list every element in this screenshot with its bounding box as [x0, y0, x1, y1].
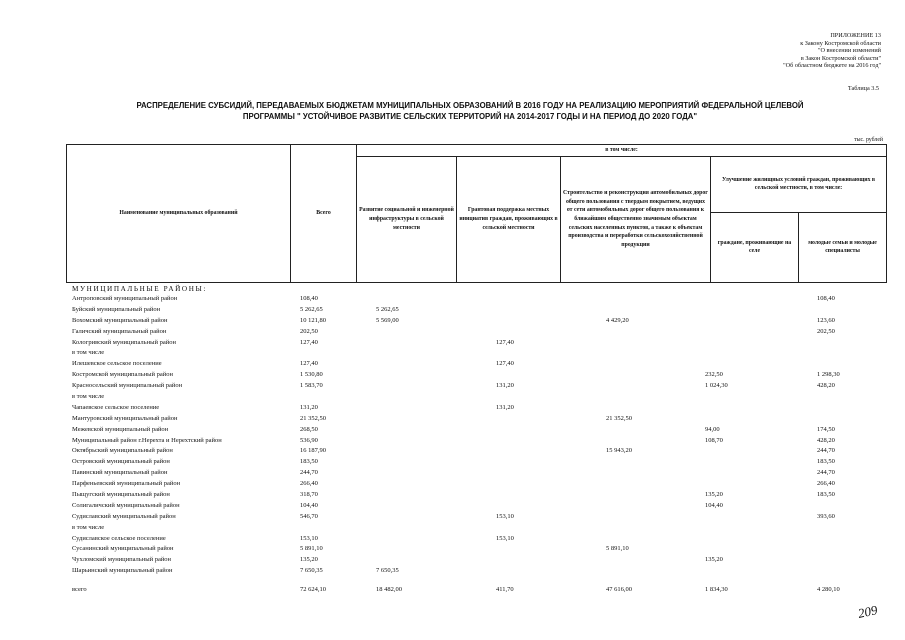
row-young: 174,50: [817, 425, 835, 433]
table-row: [72, 425, 882, 436]
row-total: 104,40: [300, 501, 318, 509]
row-young: 266,40: [817, 480, 835, 488]
table-row: [72, 436, 882, 447]
row-total: 21 352,50: [300, 414, 326, 422]
table-row: [72, 555, 882, 566]
row-total: 5 891,10: [300, 545, 323, 553]
row-young: 108,40: [817, 295, 835, 302]
total-name: всего: [72, 586, 87, 594]
row-name: Судиславское сельское поселение: [72, 534, 166, 542]
row-grant: 131,20: [496, 382, 514, 390]
row-name: Парфеньевский муниципальный район: [72, 480, 181, 488]
table-row: [72, 316, 882, 327]
header-housing: Улучшение жилищных условий граждан, проживающих в сельской местности, в том числе:: [711, 156, 887, 212]
row-name: Илешевское сельское поселение: [72, 360, 162, 368]
row-name: Буйский муниципальный район: [72, 305, 161, 313]
row-list: [72, 294, 882, 577]
row-young: 428,20: [817, 436, 835, 444]
appendix-line: "Об областном бюджете на 2016 год": [783, 62, 881, 70]
row-young: 428,20: [817, 382, 835, 390]
row-name: Сусанинский муниципальный район: [72, 545, 174, 553]
row-road: 5 891,10: [606, 545, 629, 553]
row-name: Октябрьский муниципальный район: [72, 447, 173, 455]
header-including: в том числе:: [357, 145, 887, 157]
row-young: 123,60: [817, 316, 835, 324]
row-name: в том числе: [72, 523, 105, 531]
row-total: 268,50: [300, 425, 318, 433]
row-name: в том числе: [72, 349, 105, 357]
row-road: 15 943,20: [606, 447, 632, 455]
row-young: 183,50: [817, 491, 835, 499]
row-young: 202,50: [817, 327, 835, 335]
row-name: Судиславский муниципальный район: [72, 512, 176, 520]
row-name: Красносельский муниципальный район: [72, 382, 183, 390]
row-citizens: 135,20: [705, 556, 723, 564]
header-grant: Грантовая поддержка местных инициатив граждан, проживающих в сельской местности: [457, 156, 561, 282]
table-row: [72, 501, 882, 512]
row-grant: 153,10: [496, 534, 514, 542]
row-name: Пыщугский муниципальный район: [72, 491, 170, 499]
row-total: 5 262,65: [300, 305, 323, 313]
table-row: [72, 457, 882, 468]
table-row: [72, 534, 882, 545]
table-row: [72, 294, 882, 305]
table-row: [72, 479, 882, 490]
row-name: Чухломский муниципальный район: [72, 556, 172, 564]
total-row: [72, 585, 882, 596]
header-citizens: граждане, проживающие на селе: [711, 212, 799, 282]
row-dev: 5 569,00: [376, 316, 399, 324]
row-young: 244,70: [817, 447, 835, 455]
row-name: Островский муниципальный район: [72, 458, 170, 466]
appendix-line: к Закону Костромской области: [800, 39, 881, 47]
row-name: Чапаевское сельское поселение: [72, 403, 160, 411]
row-total: 244,70: [300, 469, 318, 477]
row-name: Мантуровский муниципальный район: [72, 414, 178, 422]
header-name: Наименование муниципальных образований: [67, 145, 291, 283]
table-row: [72, 414, 882, 425]
header-young: молодые семьи и молодые специалисты: [799, 212, 887, 282]
row-dev: 5 262,65: [376, 305, 399, 313]
total-dev: 18 482,00: [376, 586, 402, 594]
row-total: 266,40: [300, 480, 318, 488]
row-total: 7 650,35: [300, 567, 323, 575]
row-total: 131,20: [300, 403, 318, 411]
table-row: [72, 403, 882, 414]
row-young: 244,70: [817, 469, 835, 477]
table-row: [72, 512, 882, 523]
header-dev: Развитие социальной и инженерной инфраструктуры в сельской местности: [357, 156, 457, 282]
table-body: [72, 284, 882, 596]
total-road: 47 616,00: [606, 586, 632, 594]
row-total: 318,70: [300, 491, 318, 499]
table-row: [72, 446, 882, 457]
page-number: 209: [856, 602, 879, 621]
row-road: 4 429,20: [606, 316, 629, 324]
row-citizens: 94,00: [705, 425, 720, 433]
row-citizens: 108,70: [705, 436, 723, 444]
row-name: в том числе: [72, 393, 105, 401]
row-total: 10 121,80: [300, 316, 326, 324]
table-row: [72, 544, 882, 555]
row-name: Межевской муниципальный район: [72, 425, 169, 433]
row-total: 16 187,90: [300, 447, 326, 455]
row-total: 127,40: [300, 360, 318, 368]
row-grant: 153,10: [496, 512, 514, 520]
row-dev: 7 650,35: [376, 567, 399, 575]
row-total: 1 583,70: [300, 382, 323, 390]
row-young: 1 298,30: [817, 371, 840, 379]
row-total: 135,20: [300, 556, 318, 564]
title-line: ПРОГРАММЫ " УСТОЙЧИВОЕ РАЗВИТИЕ СЕЛЬСКИХ ТЕРРИТОРИЙ НА 2014-2017 ГОДЫ И НА ПЕРИОД ДО 2020 ГОДА": [242, 111, 698, 121]
row-citizens: 135,20: [705, 491, 723, 499]
appendix-line: "О внесении изменений: [817, 47, 881, 55]
row-total: 127,40: [300, 338, 318, 346]
appendix-line: ПРИЛОЖЕНИЕ 13: [830, 32, 881, 39]
row-name: Павинский муниципальный район: [72, 469, 168, 477]
table-row: [72, 392, 882, 403]
row-citizens: 1 024,30: [705, 382, 728, 390]
row-name: Костромской муниципальный район: [72, 371, 173, 379]
row-total: 1 530,80: [300, 371, 323, 379]
table-row: [72, 468, 882, 479]
header-total: Всего: [291, 145, 357, 283]
title-line: РАСПРЕДЕЛЕНИЕ СУБСИДИЙ, ПЕРЕДАВАЕМЫХ БЮДЖЕТАМ МУНИЦИПАЛЬНЫХ ОБРАЗОВАНИЙ В 2016 ГОДУ НА РЕАЛИЗАЦИЮ МЕРОПРИЯТИЙ ФЕДЕРАЛЬНОЙ ЦЕЛЕВОЙ: [136, 101, 804, 110]
total-young: 4 280,10: [817, 586, 840, 594]
table-number: Таблица 3.5: [847, 85, 879, 92]
table-row: [72, 327, 882, 338]
row-name: Муниципальный район г.Нерехта и Нерехтский район: [72, 436, 222, 444]
row-grant: 127,40: [496, 360, 514, 368]
row-name: Антроповский муниципальный район: [72, 295, 178, 302]
row-citizens: 104,40: [705, 501, 723, 509]
row-young: 393,60: [817, 512, 835, 520]
row-total: 108,40: [300, 295, 318, 302]
section-label: МУНИЦИПАЛЬНЫЕ РАЙОНЫ:: [72, 285, 207, 293]
table-row: [72, 370, 882, 381]
table-row: [72, 305, 882, 316]
table-row: [72, 338, 882, 349]
row-name: Солигаличский муниципальный район: [72, 501, 180, 509]
table-row: [72, 566, 882, 577]
row-citizens: 232,50: [705, 371, 723, 379]
header-road: Строительство и реконструкция автомобильных дорог общего пользования с твердым покрытием, ведущих от сети автомобильных дорог общего пользования к ближайшим общественно значимым объектам сельских населенных пунктов, а также к объектам производства и переработки сельскохозяйственной продукции: [561, 156, 711, 282]
row-total: 183,50: [300, 458, 318, 466]
table-row: [72, 490, 882, 501]
appendix-line: в Закон Костромской области": [800, 54, 881, 62]
table-row: [72, 381, 882, 392]
row-road: 21 352,50: [606, 414, 632, 422]
table-row: [72, 348, 882, 359]
row-name: Кологривский муниципальный район: [72, 338, 176, 346]
row-total: 153,10: [300, 534, 318, 542]
appendix-note: [681, 32, 881, 70]
row-name: Вохомский муниципальный район: [72, 316, 168, 324]
row-name: Галичский муниципальный район: [72, 327, 167, 335]
total-citizens: 1 834,30: [705, 586, 728, 594]
table-row: [72, 523, 882, 534]
total-grant: 411,70: [496, 586, 514, 594]
row-total: 536,90: [300, 436, 318, 444]
row-grant: 127,40: [496, 338, 514, 346]
row-name: Шарьинский муниципальный район: [72, 567, 173, 575]
total-total: 72 624,10: [300, 586, 326, 594]
table-header: [66, 144, 887, 283]
row-total: 202,50: [300, 327, 318, 335]
table-row: [72, 359, 882, 370]
row-grant: 131,20: [496, 403, 514, 411]
row-young: 183,50: [817, 458, 835, 466]
units-label: тыс. рублей: [854, 137, 883, 143]
document-title: [80, 101, 860, 122]
row-total: 546,70: [300, 512, 318, 520]
